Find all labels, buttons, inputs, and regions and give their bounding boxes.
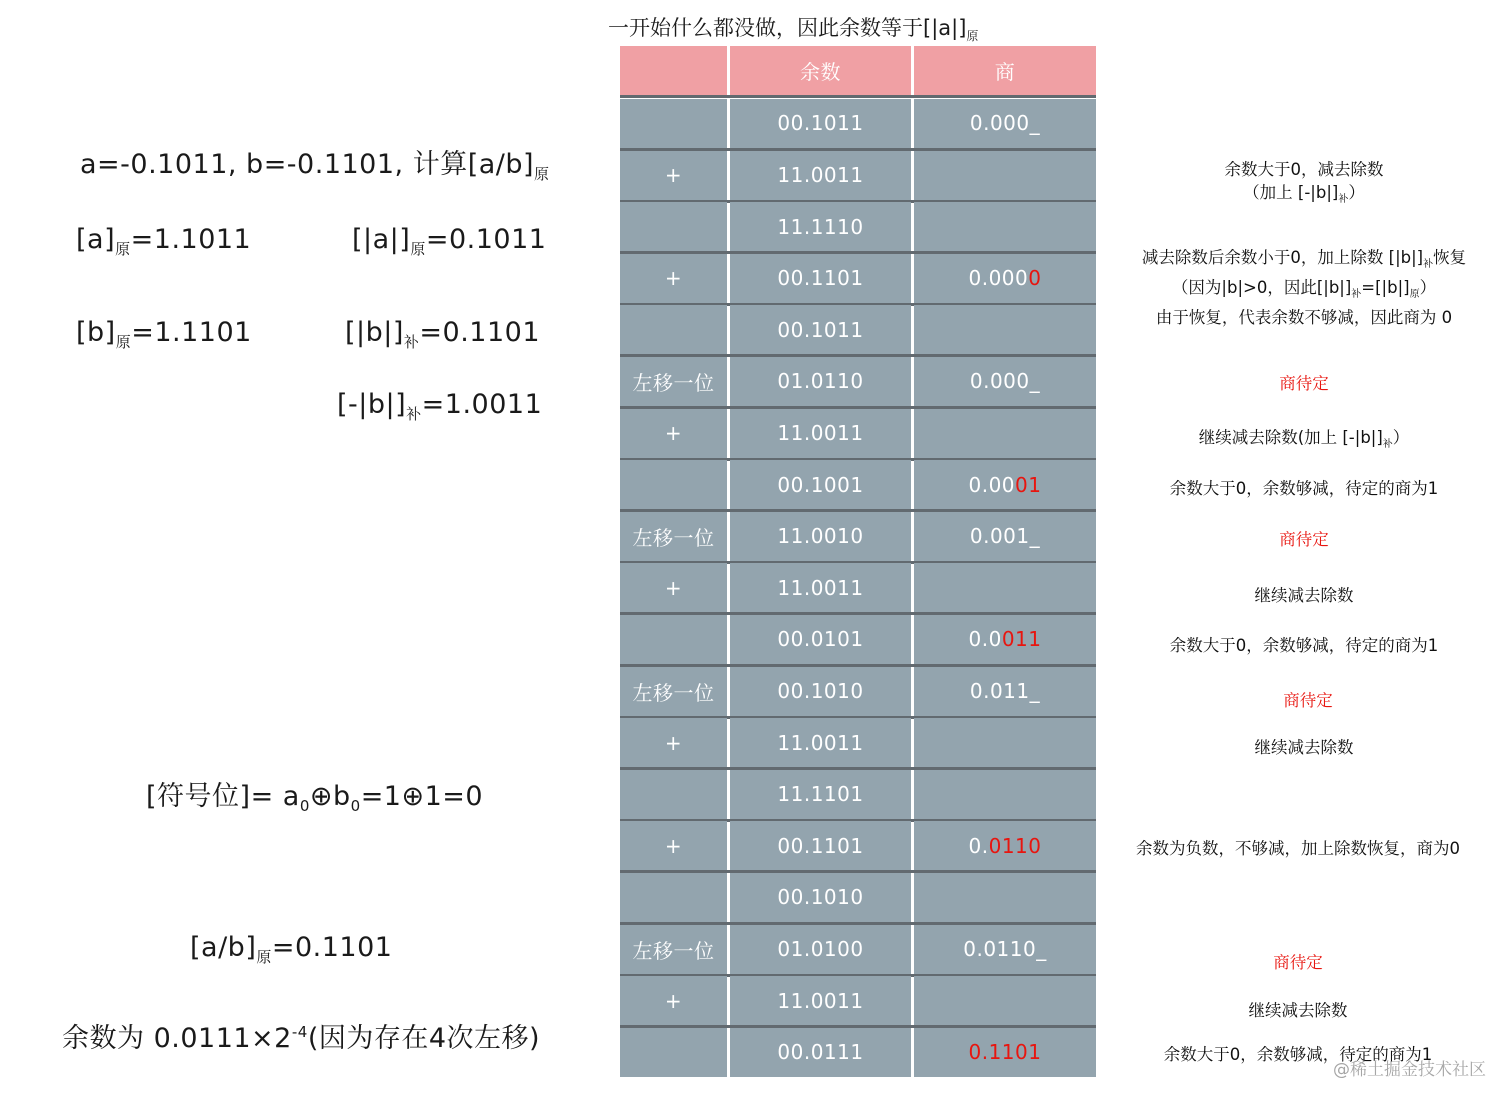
table-row bbox=[620, 976, 1096, 1025]
op-cell bbox=[620, 770, 727, 819]
sign-bit-formula: [符号位]= $a_0\oplus b_0=1\oplus 1=0$ bbox=[146, 781, 484, 815]
remainder-cell: 01.0110 bbox=[730, 357, 911, 406]
a-original-code: $[a]_原=1.1011$ bbox=[76, 224, 252, 258]
op-cell bbox=[620, 615, 727, 664]
remainder-cell: 00.0111 bbox=[730, 1028, 911, 1077]
table-row bbox=[620, 99, 1096, 148]
neg-abs-b-complement: $[-|b|]_补=1.0011$ bbox=[337, 389, 543, 423]
remainder-cell: 11.1101 bbox=[730, 770, 911, 819]
op-cell: + bbox=[620, 821, 727, 870]
remainder-cell: 11.0010 bbox=[730, 512, 911, 561]
quotient-cell: 0.1101 bbox=[914, 1028, 1096, 1077]
note-continue-subtract: 继续减去除数(加上 $[-|b|]_补$） bbox=[1198, 428, 1410, 450]
table-row bbox=[620, 512, 1096, 561]
op-cell: + bbox=[620, 151, 727, 200]
quotient-result: $[a/b]_原=0.1101$ bbox=[190, 932, 393, 966]
table-row bbox=[620, 821, 1096, 870]
quotient-cell: 0.000 0 bbox=[914, 254, 1096, 303]
table-row bbox=[620, 718, 1096, 767]
remainder-cell: 00.1010 bbox=[730, 667, 911, 716]
quotient-cell: 0.0 011 bbox=[914, 615, 1096, 664]
op-cell: + bbox=[620, 254, 727, 303]
op-cell: + bbox=[620, 409, 727, 458]
note-negative-restore: 余数为负数，不够减，加上除数恢复，商为0 bbox=[1136, 839, 1460, 858]
quotient-cell: 0.0110_ bbox=[914, 925, 1096, 974]
quotient-cell: 0.00 01 bbox=[914, 460, 1096, 509]
quotient-cell bbox=[914, 718, 1096, 767]
abs-b-complement: $[|b|]_补=0.1101$ bbox=[345, 317, 541, 351]
header-remainder: 余数 bbox=[730, 46, 911, 95]
remainder-cell: 00.1101 bbox=[730, 254, 911, 303]
op-cell bbox=[620, 202, 727, 251]
table-row bbox=[620, 770, 1096, 819]
remainder-cell: 00.1011 bbox=[730, 305, 911, 354]
header-quotient: 商 bbox=[914, 46, 1096, 95]
op-cell: + bbox=[620, 718, 727, 767]
table-row bbox=[620, 925, 1096, 974]
op-cell: + bbox=[620, 563, 727, 612]
note-quotient-pending: 商待定 bbox=[1273, 953, 1323, 972]
remainder-cell: 11.0011 bbox=[730, 976, 911, 1025]
op-cell bbox=[620, 1028, 727, 1077]
remainder-cell: 11.0011 bbox=[730, 718, 911, 767]
row-separator bbox=[620, 95, 1096, 98]
page-title: 一开始什么都没做，因此余数等于$[|a|]_原$ bbox=[608, 16, 979, 43]
op-cell bbox=[620, 305, 727, 354]
table-row bbox=[620, 667, 1096, 716]
remainder-cell: 00.1010 bbox=[730, 873, 911, 922]
table-row bbox=[620, 409, 1096, 458]
remainder-cell: 11.1110 bbox=[730, 202, 911, 251]
remainder-cell: 11.0011 bbox=[730, 563, 911, 612]
op-cell bbox=[620, 99, 727, 148]
table-header bbox=[620, 46, 1096, 95]
note-quotient-one: 余数大于0，余数够减，待定的商为1 bbox=[1169, 636, 1439, 655]
quotient-cell: 0.000_ bbox=[914, 99, 1096, 148]
op-cell: 左移一位 bbox=[620, 357, 727, 406]
note-quotient-pending: 商待定 bbox=[1279, 530, 1329, 549]
note-subtract-divisor: 余数大于0，减去除数 （加上 $[-|b|]_补$） bbox=[1224, 160, 1384, 205]
op-cell: 左移一位 bbox=[620, 667, 727, 716]
quotient-cell bbox=[914, 202, 1096, 251]
op-cell bbox=[620, 873, 727, 922]
note-continue-subtract: 继续减去除数 bbox=[1254, 738, 1354, 757]
remainder-cell: 01.0100 bbox=[730, 925, 911, 974]
problem-statement: a=-0.1011, b=-0.1101, 计算$[a/b]_原$ bbox=[80, 149, 550, 183]
remainder-result: 余数为 $0.0111\times 2^{-4}$(因为存在4次左移) bbox=[62, 1023, 541, 1054]
abs-a-original-code: $[|a|]_原=0.1011$ bbox=[352, 224, 547, 258]
note-continue-subtract: 继续减去除数 bbox=[1254, 586, 1354, 605]
remainder-cell: 11.0011 bbox=[730, 409, 911, 458]
quotient-cell: 0.000_ bbox=[914, 357, 1096, 406]
op-cell: 左移一位 bbox=[620, 925, 727, 974]
quotient-cell: 0. 0110 bbox=[914, 821, 1096, 870]
table-row bbox=[620, 254, 1096, 303]
op-cell: + bbox=[620, 976, 727, 1025]
remainder-cell: 00.1011 bbox=[730, 99, 911, 148]
b-original-code: $[b]_原=1.1101$ bbox=[76, 317, 252, 351]
note-continue-subtract: 继续减去除数 bbox=[1248, 1001, 1348, 1020]
quotient-cell bbox=[914, 770, 1096, 819]
quotient-cell bbox=[914, 563, 1096, 612]
table-row bbox=[620, 357, 1096, 406]
table-row bbox=[620, 1028, 1096, 1077]
remainder-cell: 11.0011 bbox=[730, 151, 911, 200]
quotient-cell bbox=[914, 151, 1096, 200]
quotient-cell: 0.001_ bbox=[914, 512, 1096, 561]
table-row bbox=[620, 873, 1096, 922]
quotient-cell bbox=[914, 305, 1096, 354]
table-row bbox=[620, 305, 1096, 354]
quotient-cell bbox=[914, 409, 1096, 458]
remainder-cell: 00.1101 bbox=[730, 821, 911, 870]
note-quotient-one: 余数大于0，余数够减，待定的商为1 bbox=[1169, 479, 1439, 498]
quotient-cell: 0.011_ bbox=[914, 667, 1096, 716]
watermark: @稀土掘金技术社区 bbox=[1333, 1060, 1486, 1080]
note-quotient-pending: 商待定 bbox=[1283, 691, 1333, 710]
op-cell: 左移一位 bbox=[620, 512, 727, 561]
table-row bbox=[620, 615, 1096, 664]
quotient-cell bbox=[914, 976, 1096, 1025]
table-row bbox=[620, 460, 1096, 509]
quotient-cell bbox=[914, 873, 1096, 922]
header-op bbox=[620, 46, 727, 95]
note-quotient-one: 余数大于0，余数够减，待定的商为1 bbox=[1163, 1045, 1433, 1064]
table-row bbox=[620, 151, 1096, 200]
remainder-cell: 00.0101 bbox=[730, 615, 911, 664]
note-quotient-pending: 商待定 bbox=[1279, 374, 1329, 393]
remainder-cell: 00.1001 bbox=[730, 460, 911, 509]
note-restore: 减去除数后余数小于0，加上除数 $[|b|]_补$恢复 （因为|b|>0，因此$[|b|]_补=[|b|]_原$） 由于恢复，代表余数不够减，因此商为 0 bbox=[1141, 248, 1467, 327]
op-cell bbox=[620, 460, 727, 509]
table-row bbox=[620, 563, 1096, 612]
table-row bbox=[620, 202, 1096, 251]
